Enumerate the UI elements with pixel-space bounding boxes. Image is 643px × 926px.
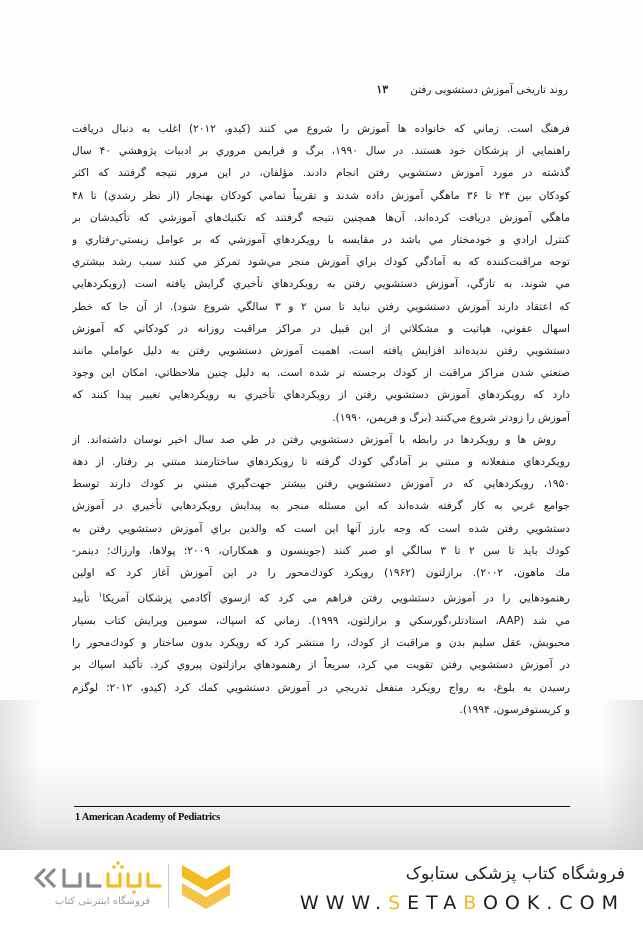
text-line: فرهنگ است. زماني كه خانواده ها آموزش را شروع مي كنند (كيدو، ۲۰۱۲) اغلب به دنبال دريافت — [72, 123, 570, 135]
url-part: OOK.COM — [482, 892, 625, 914]
text-line: آموزش را زودتر شروع مي‌كنند (برگ و فريمن، ۱۹۹۰). — [332, 411, 570, 424]
text-line: ۱۹۵۰، رويكردهايي كه در آموزش دستشويي رفتن بيشتر جهت‌گيري مبتني بر كودك دارند توسط — [72, 478, 570, 491]
text-line: صنعتي شدن مراكز مراقبت از كودك برجسته تر شده است. به دليل چنين ملاحظاتي، امكان اين وجود — [72, 367, 570, 380]
url-accent-letter: S — [388, 892, 408, 914]
text-line: روش ها و رويكردها در رابطه با آموزش دستشويي رفتن در طي صد سال اخير نوسان داشته‌اند. از — [72, 433, 556, 446]
chevron-logo-icon — [180, 861, 232, 913]
footnote-divider — [74, 806, 570, 807]
setabook-banner[interactable] — [0, 850, 643, 926]
text-line-with-footnote — [72, 584, 570, 610]
text-fragment: رهنمودهايي را در آموزش دستشويي رفتن فراهم مي كرد كه ازسوي آكادمي پزشكان آمريكا — [102, 592, 570, 605]
url-part: ETA — [407, 892, 464, 914]
text-line: دستشويي رفتن نديده‌اند افزايش يافته است، اهميت آموزش دستشويي رفتن به دليل عواملي مانند — [72, 345, 570, 358]
paragraph-1 — [72, 118, 570, 429]
setabook-wordmark-logo — [30, 860, 165, 896]
text-line: دستشويي رفتن شده است كه وجه بارز آنها اين است كه والدين براي آموزش دستشويي رفتن به — [72, 522, 570, 535]
logo-subtitle: فروشگاه اینترنتی کتاب — [54, 896, 151, 907]
footnote: 1 American Academy of Pediatrics — [75, 812, 220, 823]
url-part: WWW. — [299, 892, 389, 914]
page-number: ۱۳ — [376, 83, 389, 96]
chapter-title: روند تاریخی آموزش دستشویی رفتن — [410, 83, 568, 96]
text-line: كودكان بين ۲۴ تا ۳۶ ماهگي آموزش داده شدند و تقريباً تمامي كودكان بهنجار (از نظر رشدي) تا ۴۸ — [72, 189, 570, 202]
text-line: گذشته در مورد آموزش دستشويي رفتن انجام دادند. مؤلفان، در اين مرور نتيجه گرفتند كه اكثر — [72, 167, 570, 180]
text-line: رويكردهاي منفعلانه و مبتني بر آمادگي كودك گرفته تا رويكردهاي ساختارمند مبتني بر رفتار. از دهة — [72, 456, 570, 469]
text-line: كودك بايد تا سن ۲ تا ۳ سالگي او صبر كنند (جوينسون و همكاران، ۲۰۰۹؛ پولاها، وارزاك؛ دينمر- — [72, 544, 570, 557]
text-line: كنترل ارادي و خودمختار مي باشد در مقايسه با رويكردهاي آموزشي كه بر عوامل زيستي-رفتاري و — [72, 234, 570, 247]
text-line: در آموزش دستشويي رفتن تقويت مي كرد، سريعاً از رهنمودهاي برازلتون پيروي كرد. تأكيد اسپاك بر — [72, 659, 570, 672]
shop-url-link[interactable] — [300, 892, 625, 914]
text-line: محبوبش، عقل سليم بدن و مراقبت از كودك، را منتشر كرد كه رويكرد بدون ساختار و كودك‌محور را — [72, 637, 570, 650]
footnote-marker: ۱ — [98, 591, 103, 600]
body-text — [72, 118, 570, 721]
text-line: مي شد (AAP، استادتلر،گورسكي و برازلتون، ۱۹۹۹). زماني كه اسپاك، سومين ويرايش كتاب بسيار — [72, 615, 570, 627]
running-head — [74, 83, 568, 96]
text-line: اسهال عفوني، هپاتيت و مشكلاتي از اين قبيل در مراكز مراقبت روزانه در كودكاني كه آموزش — [72, 322, 570, 335]
text-line: توجه مراقبت‌كننده كه به آمادگي كودك براي آموزش منجر مي‌شود تمركز مي كنند سبب رشد بيشتري — [72, 256, 570, 269]
text-line: ماهگي آموزش دريافت كرده‌اند. آن‌ها همچنين نتيجه گرفتند كه تكنيك‌هاي آموزشي كه تأكيدشان بر — [72, 211, 570, 224]
text-line: و كريستوفرسون، ۱۹۹۴). — [459, 703, 570, 716]
text-line: كه اعتقاد دارند آموزش دستشويي رفتن نبايد تا سن ۲ و ۳ سالگي شروع شود). از آن جا كه خطر — [72, 300, 570, 313]
text-line: دارد كه رويكردهاي آموزش دستشويي رفتن از رويكردهاي تأخيري به رويكردهايي تغيير پيدا كنند كه — [72, 389, 570, 402]
text-line: جوامع غربي به كار گرفته شده‌اند كه اين مسئله منجر به پيدايش رويكردهايي تأخيري در آموزش — [72, 500, 570, 513]
url-accent-letter: B — [463, 892, 483, 914]
paragraph-2 — [72, 429, 570, 721]
text-fragment: تأييد — [72, 592, 90, 605]
shop-title: فروشگاه کتاب پزشکی ستابوک — [405, 864, 625, 884]
text-line: رسيدن به بلوغ، به رواج رويكرد منفعل تدريجي در آموزش دستشويي كمك كرد (كيدو، ۲۰۱۲؛ لوگزم — [72, 681, 570, 694]
text-line: مك ماهون، ۲۰۰۲). برازلتون (۱۹۶۲) رويكرد كودك‌محور را در اين آموزش آغاز كرد كه اولين — [72, 567, 570, 580]
logo-divider — [168, 864, 169, 908]
text-line: مي شوند. به تازگي، آموزش دستشويي رفتن به رويكردهاي تأخيري گرايش يافته است (رويكردهايي — [72, 278, 570, 291]
text-line: راهنمايي از پزشكان خود هستند. در سال ۱۹۹۰، برگ و فرايمن مروري بر ادبيات پژوهشي ۴۰ سال — [72, 145, 570, 158]
